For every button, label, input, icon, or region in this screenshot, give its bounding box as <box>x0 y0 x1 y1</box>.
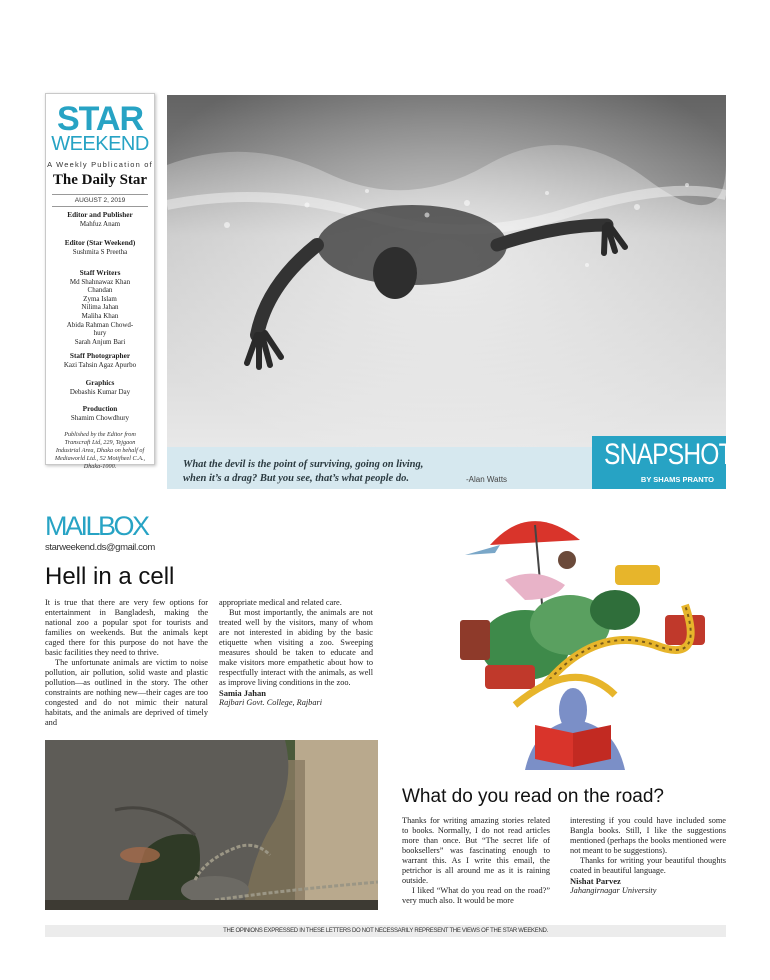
swimmer-underwater-photo <box>167 95 726 447</box>
masthead-subtitle: WEEKEND <box>51 133 149 155</box>
graphics-name: Debashis Kumar Day <box>69 387 131 396</box>
letter-signature-name: Samia Jahan <box>219 688 266 698</box>
letter-column <box>45 598 208 728</box>
letter-paragraph: The unfortunate animals are victim to noise pollution, air pollution, solid waste and plastic pollution—as outlined in the story. The other constraints are nothing new—their cages are too congested and do not mimic their natural habitats, and the animals are deprived of timely and <box>45 658 208 727</box>
staff-writer: Chandan <box>87 286 113 295</box>
staff-writer: Sarah Anjum Bari <box>74 337 126 346</box>
letter-paragraph: I liked “What do you read on the road?” very much also. It would be more <box>402 886 550 905</box>
reader-illustration-icon <box>455 505 730 770</box>
staff-writers-block <box>50 269 150 346</box>
editor-publisher-name: Mahfuz Anam <box>79 219 121 228</box>
elephant-photo-icon <box>45 740 378 910</box>
quote-line: What the devil is the point of surviving, going on living, <box>183 459 424 470</box>
production-label: Production <box>82 404 118 413</box>
reader-travel-illustration <box>455 505 730 770</box>
snapshot-byline: BY SHAMS PRANTO <box>640 475 714 484</box>
mailbox-title: MAILBOX <box>45 511 148 541</box>
editor-block <box>50 239 150 256</box>
staff-writer: Md Shahnawaz Khan <box>69 277 131 286</box>
production-block <box>50 405 150 422</box>
letter-paragraph: Thanks for writing amazing stories related to books. Normally, I do not read articles more than once. But “The secret life of booksellers” was fascinating enough to warrant this. As I write this email, the petrichor is all around me as it is raining outside. <box>402 816 550 885</box>
quote-line: when it’s a drag? But you see, that’s what people do. <box>183 473 409 484</box>
editor-publisher-block <box>50 211 150 228</box>
issue-date: AUGUST 2, 2019 <box>52 194 148 207</box>
snapshot-label-box <box>592 436 733 489</box>
photographer-block <box>50 352 150 369</box>
letter-column <box>219 598 373 708</box>
letter-column <box>570 816 726 896</box>
graphics-block <box>50 379 150 396</box>
swimmer-photo-icon <box>167 95 726 447</box>
graphics-label: Graphics <box>85 378 115 387</box>
photographer-label: Staff Photographer <box>69 351 131 360</box>
letter-paragraph: Thanks for writing your beautiful thoughts coated in beautiful language. <box>570 856 726 875</box>
photographer-name: Kazi Tahsin Agaz Apurbo <box>63 360 137 369</box>
staff-writer: hury <box>93 329 107 338</box>
letter-paragraph: interesting if you could have included some Bangla books. Still, I like the suggestions mentioned (perhaps the books mentioned were not meant to be suggestions). <box>570 816 726 855</box>
masthead-box <box>45 93 155 470</box>
editor-publisher-label: Editor and Publisher <box>67 210 133 219</box>
letter-column <box>402 816 550 906</box>
masthead-title: STAR <box>56 100 144 138</box>
letter-paragraph: But most importantly, the animals are not treated well by the visitors, many of whom are not interested in abiding by the basic etiquette when visiting a zoo. Sweeping measures should be taken to educate and make visitors more empathetic about how to respectfully interact with the animals, as well as improve living conditions in the zoo. <box>219 608 373 687</box>
letter-signature-affiliation: Rajbari Govt. College, Rajbari <box>219 698 323 707</box>
letter-headline: What do you read on the road? <box>402 786 664 807</box>
staff-writer: Maliha Khan <box>81 311 119 320</box>
publisher-note: Published by the Editor from Transcraft Ltd, 229, Tejgaon Industrial Area, Dhaka on behalf of Mediaworld Ltd., 52 Motijheel C.A., Dhaka-1000. <box>54 431 146 470</box>
editor-name: Sushmita S Preetha <box>72 247 128 256</box>
staff-writers-label: Staff Writers <box>79 268 121 277</box>
daily-star-logo: The Daily Star <box>52 172 148 188</box>
footer-disclaimer: THE OPINIONS EXPRESSED IN THESE LETTERS DO NOT NECESSARILY REPRESENT THE VIEWS OF THE STAR WEEKEND. <box>45 925 726 937</box>
mailbox-email: starweekend.ds@gmail.com <box>45 542 155 553</box>
snapshot-title: SNAPSHOT <box>604 438 733 471</box>
editor-label: Editor (Star Weekend) <box>64 238 136 247</box>
production-name: Shamim Chowdhury <box>70 413 130 422</box>
letter-paragraph: appropriate medical and related care. <box>219 598 342 607</box>
chained-elephant-photo <box>45 740 378 910</box>
staff-writer: Nilima Jahan <box>81 303 119 312</box>
quote-author: -Alan Watts <box>466 475 508 484</box>
masthead-tagline: A Weekly Publication of <box>47 160 153 169</box>
letter-paragraph: It is true that there are very few options for entertainment in Bangladesh, making the national zoo a popular spot for tourists and families on weekends. But the animals kept caged there for this purpose do not have the basic facilities they need to thrive. <box>45 598 208 657</box>
letter-headline: Hell in a cell <box>45 563 175 590</box>
staff-writer: Abida Rahman Chowd- <box>66 320 134 329</box>
letter-signature-name: Nishat Parvez <box>570 876 621 886</box>
staff-writer: Zyma Islam <box>83 294 117 303</box>
letter-signature-affiliation: Jahangirnagar University <box>570 886 657 895</box>
snapshot-quote <box>183 458 473 486</box>
